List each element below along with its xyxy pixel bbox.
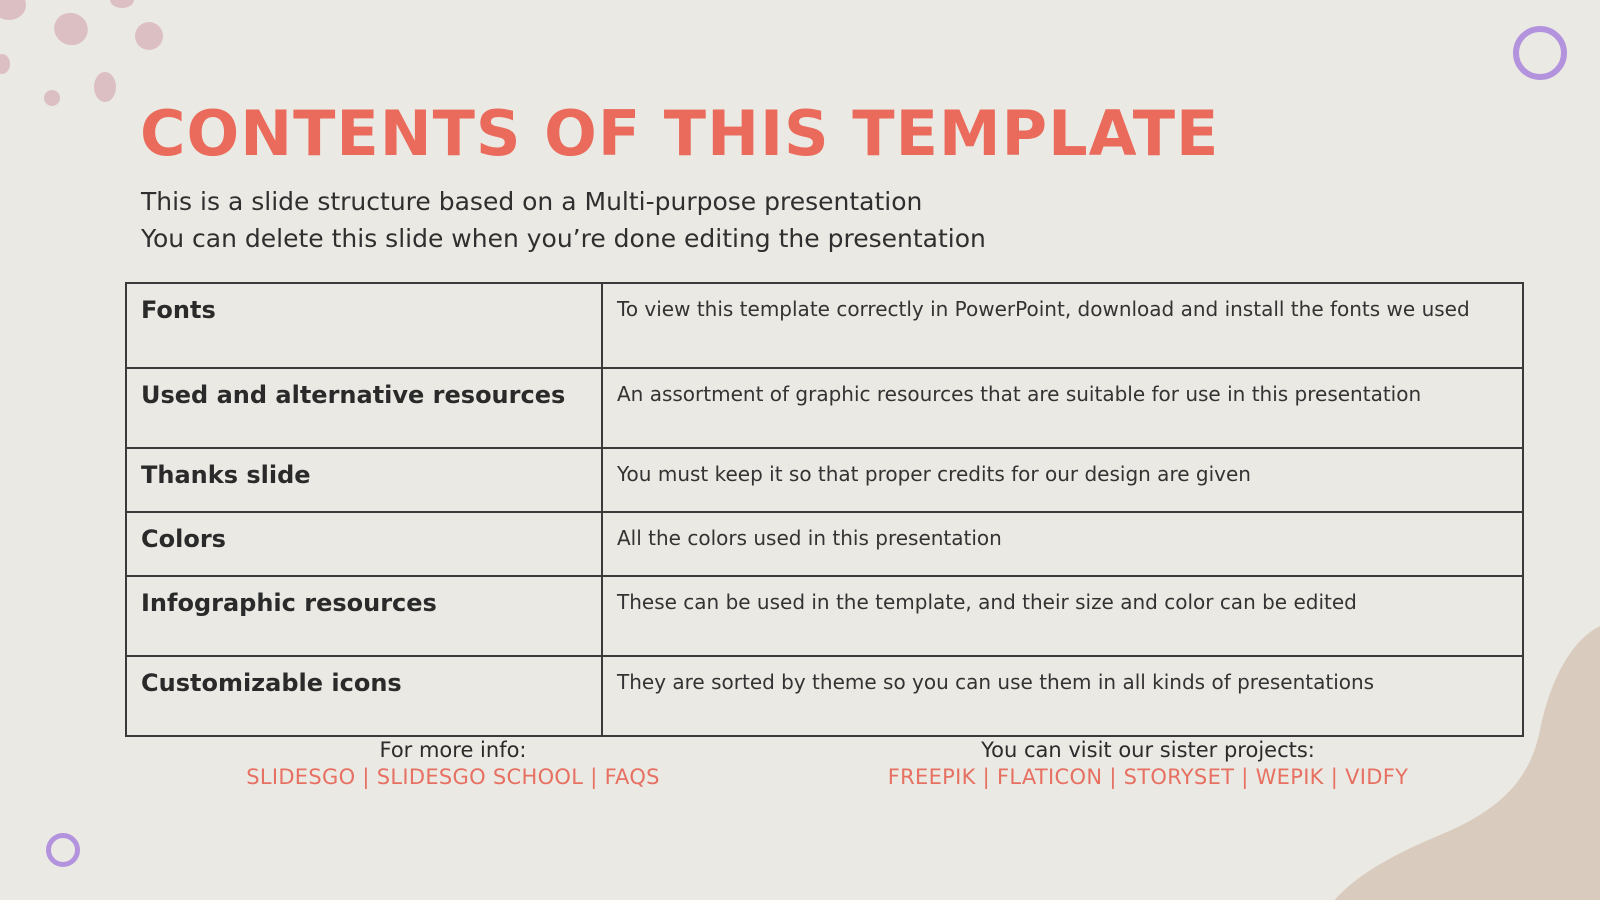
link-separator: | — [1102, 765, 1124, 789]
subtitle-line: You can delete this slide when you’re done editing the presentation — [141, 224, 986, 253]
decorative-ring-bottom-left — [46, 833, 80, 867]
link-separator: | — [1234, 765, 1256, 789]
row-label: Fonts — [126, 283, 602, 368]
table-row — [126, 576, 1523, 656]
decorative-dot — [0, 0, 26, 20]
table-row — [126, 656, 1523, 736]
page-title: CONTENTS OF THIS TEMPLATE — [140, 97, 1220, 170]
link-separator: | — [583, 765, 605, 789]
row-label: Colors — [126, 512, 602, 576]
link-faqs[interactable]: FAQS — [604, 765, 660, 789]
link-freepik[interactable]: FREEPIK — [887, 765, 976, 789]
row-description: They are sorted by theme so you can use them in all kinds of presentations — [602, 656, 1523, 736]
row-label: Infographic resources — [126, 576, 602, 656]
table-row — [126, 368, 1523, 448]
row-description: An assortment of graphic resources that are suitable for use in this presentation — [602, 368, 1523, 448]
row-label: Thanks slide — [126, 448, 602, 512]
table-row — [126, 448, 1523, 512]
table-row — [126, 283, 1523, 368]
row-description: All the colors used in this presentation — [602, 512, 1523, 576]
contents-table — [125, 282, 1524, 737]
link-separator: | — [1323, 765, 1346, 789]
link-vidfy[interactable]: VIDFY — [1345, 765, 1409, 789]
footer-links — [173, 764, 733, 791]
footer-heading: You can visit our sister projects: — [981, 738, 1315, 762]
link-flaticon[interactable]: FLATICON — [997, 765, 1103, 789]
row-label: Customizable icons — [126, 656, 602, 736]
row-description: These can be used in the template, and their size and color can be edited — [602, 576, 1523, 656]
link-slidesgo[interactable]: SLIDESGO — [246, 765, 356, 789]
footer-links — [823, 764, 1473, 791]
table-row — [126, 512, 1523, 576]
decorative-dot — [110, 0, 134, 8]
row-description: To view this template correctly in PowerPoint, download and install the fonts we used — [602, 283, 1523, 368]
link-separator: | — [975, 765, 998, 789]
subtitle-line: This is a slide structure based on a Multi-purpose presentation — [141, 187, 923, 216]
decorative-dot — [0, 54, 10, 74]
decorative-ring-top-right — [1513, 26, 1567, 80]
footer-sister-projects — [823, 737, 1473, 791]
decorative-dot — [135, 22, 163, 50]
link-storyset[interactable]: STORYSET — [1123, 765, 1235, 789]
link-wepik[interactable]: WEPIK — [1255, 765, 1324, 789]
decorative-dot — [94, 72, 116, 102]
footer-more-info — [173, 737, 733, 791]
footer-heading: For more info: — [379, 738, 527, 762]
decorative-dot — [44, 90, 60, 106]
subtitle — [141, 183, 986, 257]
row-label: Used and alternative resources — [126, 368, 602, 448]
link-slidesgo-school[interactable]: SLIDESGO SCHOOL — [376, 765, 584, 789]
row-description: You must keep it so that proper credits for our design are given — [602, 448, 1523, 512]
link-separator: | — [355, 765, 377, 789]
decorative-dot — [49, 7, 93, 50]
